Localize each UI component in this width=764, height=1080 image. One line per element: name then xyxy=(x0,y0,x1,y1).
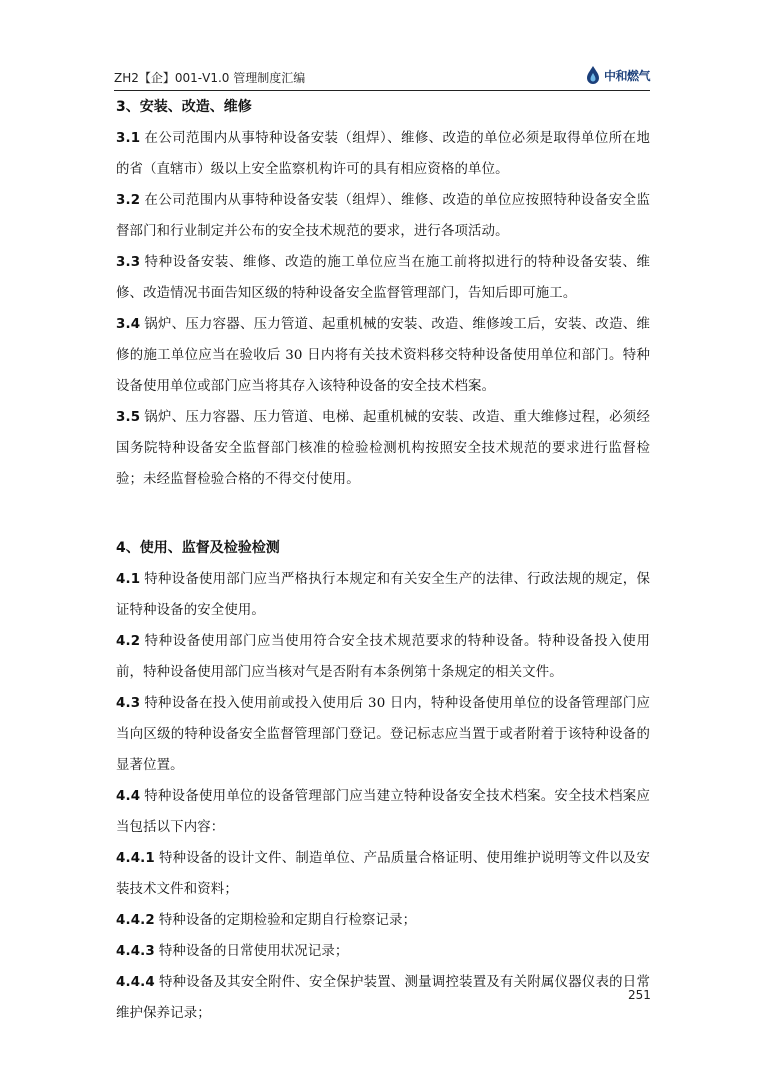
clause-4-4-4 xyxy=(116,967,650,1029)
clause-4-3 xyxy=(116,688,650,781)
document-body xyxy=(116,92,650,1029)
clause-text: 特种设备的日常使用状况记录； xyxy=(158,944,349,959)
clause-4-4 xyxy=(116,781,650,843)
clause-text: 特种设备在投入使用前或投入使用后 30 日内，特种设备使用单位的设备管理部门应当向区级的特种设备安全监督管理部门登记。登记标志应当置于或者附着于该特种设备的显著位置。 xyxy=(116,696,650,773)
clause-number: 3.1 xyxy=(116,131,141,146)
logo-text: 中和燃气 xyxy=(603,68,650,83)
clause-text: 特种设备使用部门应当严格执行本规定和有关安全生产的法律、行政法规的规定，保证特种设备的安全使用。 xyxy=(116,572,650,618)
clause-text: 特种设备的设计文件、制造单位、产品质量合格证明、使用维护说明等文件以及安装技术文件和资料； xyxy=(116,851,650,897)
clause-3-4 xyxy=(116,309,650,402)
clause-number: 3.2 xyxy=(116,193,141,208)
clause-4-4-3 xyxy=(116,936,650,967)
clause-text: 锅炉、压力容器、压力管道、电梯、起重机械的安装、改造、重大维修过程，必须经国务院特种设备安全监督部门核准的检验检测机构按照安全技术规范的要求进行监督检验；未经监督检验合格的不得交付使用。 xyxy=(116,410,650,487)
clause-text: 特种设备安装、维修、改造的施工单位应当在施工前将拟进行的特种设备安装、维修、改造情况书面告知区级的特种设备安全监督管理部门，告知后即可施工。 xyxy=(116,255,650,301)
document-title: ZH2【企】001-V1.0 管理制度汇编 xyxy=(114,71,306,85)
clause-text: 特种设备及其安全附件、安全保护装置、测量调控装置及有关附属仪器仪表的日常维护保养记录； xyxy=(116,975,650,1021)
clause-text: 在公司范围内从事特种设备安装（组焊）、维修、改造的单位应按照特种设备安全监督部门和行业制定并公布的安全技术规范的要求，进行各项活动。 xyxy=(116,193,650,239)
clause-3-2 xyxy=(116,185,650,247)
clause-4-4-1 xyxy=(116,843,650,905)
clause-number: 3.4 xyxy=(116,317,141,332)
clause-number: 4.4 xyxy=(116,789,141,804)
clause-number: 4.1 xyxy=(116,572,141,587)
page-number: 251 xyxy=(628,988,651,1002)
page-header xyxy=(114,60,650,91)
clause-number: 4.4.4 xyxy=(116,975,155,990)
section-4-title: 4、使用、监督及检验检测 xyxy=(116,540,280,556)
clause-number: 4.4.3 xyxy=(116,944,155,959)
clause-number: 4.3 xyxy=(116,696,141,711)
clause-text: 特种设备的定期检验和定期自行检察记录； xyxy=(158,913,417,928)
section-3-title: 3、安装、改造、维修 xyxy=(116,99,252,115)
clause-number: 4.2 xyxy=(116,634,141,649)
clause-text: 在公司范围内从事特种设备安装（组焊）、维修、改造的单位必须是取得单位所在地的省（直辖市）级以上安全监察机构许可的具有相应资格的单位。 xyxy=(116,131,650,177)
clause-3-3 xyxy=(116,247,650,309)
clause-4-1 xyxy=(116,564,650,626)
clause-number: 3.5 xyxy=(116,410,141,425)
clause-text: 特种设备使用单位的设备管理部门应当建立特种设备安全技术档案。安全技术档案应当包括以下内容： xyxy=(116,789,650,835)
company-logo xyxy=(585,63,650,87)
clause-3-5 xyxy=(116,402,650,495)
clause-number: 3.3 xyxy=(116,255,141,270)
clause-4-4-2 xyxy=(116,905,650,936)
clause-4-2 xyxy=(116,626,650,688)
clause-text: 锅炉、压力容器、压力管道、起重机械的安装、改造、维修竣工后，安装、改造、维修的施工单位应当在验收后 30 日内将有关技术资料移交特种设备使用单位和部门。特种设备使用单位或部门应当将其存入该特种设备的安全技术档案。 xyxy=(116,317,650,394)
clause-text: 特种设备使用部门应当使用符合安全技术规范要求的特种设备。特种设备投入使用前，特种设备使用部门应当核对气是否附有本条例第十条规定的相关文件。 xyxy=(116,634,650,680)
clause-3-1 xyxy=(116,123,650,185)
clause-number: 4.4.1 xyxy=(116,851,155,866)
flame-drop-icon xyxy=(585,65,601,85)
clause-number: 4.4.2 xyxy=(116,913,155,928)
section-spacer xyxy=(116,495,650,533)
